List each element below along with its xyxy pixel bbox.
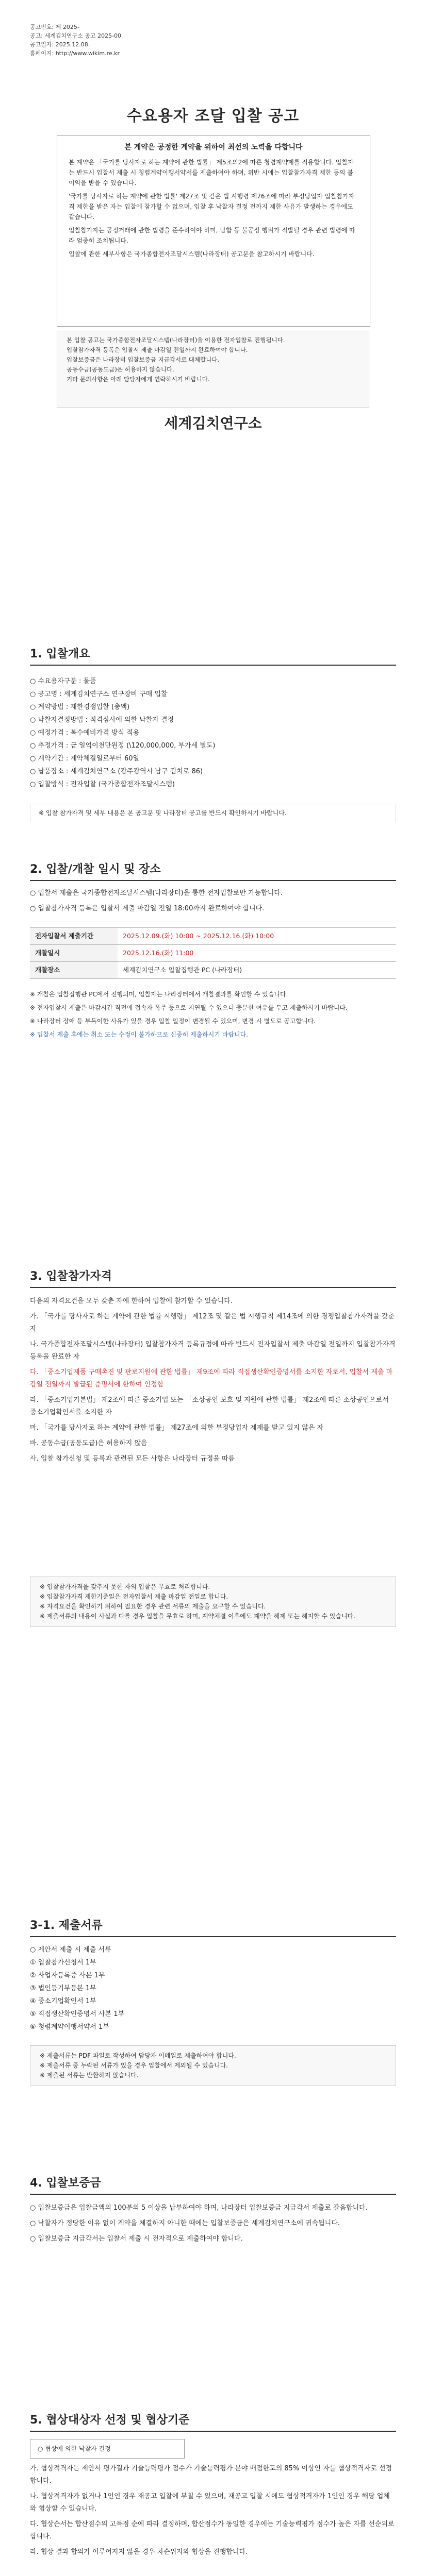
- document-item: ② 사업자등록증 사본 1부: [30, 1972, 105, 1979]
- overview-list: [30, 675, 396, 791]
- notice-paragraph: 입찰참가자는 공정거래에 관한 법령을 준수하여야 하며, 담합 등 불공정 행위가 적발될 경우 관련 법령에 따라 엄중히 조치됩니다.: [69, 227, 355, 244]
- schedule-label: 개찰일시: [30, 945, 118, 962]
- notice-paragraph: 본 계약은 「국가를 당사자로 하는 계약에 관한 법률」 제5조의2에 따른 청렴계약제를 적용합니다. 입찰자는 반드시 입찰서 제출 시 청렴계약이행서약서를 제출하여야 하며, 위반 시에는 입찰참가자격 제한 등의 불이익을 받을 수 있습니다.: [69, 159, 354, 187]
- document-item: ⑥ 청렴계약이행서약서 1부: [30, 2023, 109, 2031]
- schedule-table: [30, 927, 396, 979]
- notice-paragraph: '국가를 당사자로 하는 계약에 관한 법률' 제27조 및 같은 법 시행령 제76조에 따라 부정당업자 입찰참가자격 제한을 받은 자는 입찰에 참가할 수 없으며, 입찰 후 낙찰자 결정 전까지 제한 사유가 발생하는 경우에도 같습니다.: [69, 193, 355, 221]
- overview-row: ○ 공고명 : 세계김치연구소 연구장비 구매 입찰: [30, 690, 168, 698]
- eligibility-paragraph: 가. 「국가를 당사자로 하는 계약에 관한 법률 시행령」 제12조 및 같은 법 시행규칙 제14조에 의한 경쟁입찰참가자격을 갖춘 자: [30, 1313, 395, 1333]
- overview-row: ○ 계약기간 : 계약체결일로부터 60일: [30, 755, 140, 762]
- overview-row: ○ 수요용자구분 : 물품: [30, 677, 96, 685]
- schedule-value: 세계김치연구소 입찰집행관 PC (나라장터): [118, 962, 396, 979]
- key-line: 본 입찰 공고는 국가종합전자조달시스템(나라장터)을 이용한 전자입찰로 진행됩니다.: [67, 336, 285, 344]
- section-divider: [30, 1936, 396, 1937]
- eligibility-note: ※ 자격요건을 확인하기 위하여 필요한 경우 관련 서류의 제출을 요구할 수 있습니다.: [40, 1603, 266, 1610]
- schedule-note: ※ 입찰서 제출 후에는 취소 또는 수정이 불가하므로 신중히 제출하시기 바랍니다.: [30, 1031, 248, 1038]
- meta-line: 홈페이지: http://www.wikim.re.kr: [30, 50, 120, 57]
- table-row: [30, 945, 396, 962]
- document-item: ① 입찰참가신청서 1부: [30, 1959, 96, 1967]
- document-item: ④ 중소기업확인서 1부: [30, 1997, 96, 2005]
- schedule-note: ※ 전자입찰서 제출은 마감시간 직전에 접속자 폭주 등으로 지연될 수 있으니 충분한 여유를 두고 제출하시기 바랍니다.: [30, 1004, 348, 1011]
- deposit-body: [30, 2202, 396, 2248]
- deposit-paragraph: ○ 입찰보증금은 입찰금액의 100분의 5 이상을 납부하여야 하며, 나라장터 입찰보증금 지급각서 제출로 갈음합니다.: [30, 2204, 368, 2212]
- schedule-value: 2025.12.09.(화) 10:00 ~ 2025.12.16.(화) 10:00: [118, 928, 396, 945]
- section-title-overview: 1. 입찰개요: [30, 648, 90, 660]
- section-title-deposit: 4. 입찰보증금: [30, 2177, 101, 2190]
- notice-heading: 본 계약은 공정한 계약을 위하여 최선의 노력을 다합니다: [124, 143, 303, 151]
- negotiation-paragraph: 라. 협상 결과 합의가 이루어지지 않을 경우 차순위자와 협상을 진행합니다.: [30, 2548, 248, 2556]
- section-title-schedule: 2. 입찰/개찰 일시 및 장소: [30, 863, 161, 876]
- organization-name: 세계김치연구소: [164, 415, 262, 432]
- eligibility-paragraph: 마. 「국가를 당사자로 하는 계약에 관한 법률」 제27조에 의한 부정당업자 제재를 받고 있지 않은 자: [30, 1424, 324, 1432]
- page-title: 수요용자 조달 입찰 공고: [126, 107, 300, 125]
- documents-note: ※ 제출서류 중 누락된 서류가 있을 경우 입찰에서 제외될 수 있습니다.: [40, 2062, 228, 2069]
- notice-paragraph: 입찰에 관한 세부사항은 국가종합전자조달시스템(나라장터) 공고문을 참고하시기 바랍니다.: [69, 250, 315, 258]
- section-title-eligibility: 3. 입찰참가자격: [30, 1270, 112, 1283]
- section-divider: [30, 880, 396, 881]
- overview-row: ○ 입찰방식 : 전자입찰 (국가종합전자조달시스템): [30, 781, 175, 788]
- section-divider: [30, 2194, 396, 2195]
- negotiation-paragraph: 다. 협상순서는 합산점수의 고득점 순에 따라 결정하며, 합산점수가 동일한 경우에는 기술능력평가 점수가 높은 자를 선순위로 합니다.: [30, 2520, 395, 2540]
- deposit-paragraph: ○ 낙찰자가 정당한 이유 없이 계약을 체결하지 아니한 때에는 입찰보증금은 세계김치연구소에 귀속됩니다.: [30, 2219, 340, 2227]
- documents-note: ※ 제출된 서류는 반환하지 않습니다.: [40, 2072, 139, 2079]
- deposit-paragraph: ○ 입찰보증금 지급각서는 입찰서 제출 시 전자적으로 제출하여야 합니다.: [30, 2235, 243, 2243]
- key-info-box: [57, 331, 369, 408]
- overview-row: ○ 계약방법 : 제한경쟁입찰 (총액): [30, 703, 130, 711]
- key-line: 기타 문의사항은 아래 담당자에게 연락하시기 바랍니다.: [67, 376, 210, 383]
- schedule-value: 2025.12.16.(화) 11:00: [118, 945, 396, 962]
- schedule-intro: [30, 887, 396, 918]
- overview-row: ○ 예정가격 : 복수예비가격 방식 적용: [30, 729, 140, 737]
- integrity-notice-box: [57, 135, 370, 327]
- eligibility-paragraph: 사. 입찰 참가신청 및 등록과 관련된 모든 사항은 나라장터 규정을 따름: [30, 1455, 235, 1463]
- key-line: 입찰참가자격 등록은 입찰서 제출 마감일 전일까지 완료하여야 합니다.: [67, 346, 248, 353]
- schedule-intro-line: ○ 입찰서 제출은 국가종합전자조달시스템(나라장터)을 통한 전자입찰로만 가능합니다.: [30, 889, 283, 897]
- section-divider: [30, 665, 396, 666]
- negotiation-tag: ○ 협상에 의한 낙찰자 결정: [30, 2439, 185, 2459]
- table-row: [30, 962, 396, 979]
- eligibility-paragraph: 라. 「중소기업기본법」 제2조에 따른 중소기업 또는 「소상공인 보호 및 지원에 관한 법률」 제2조에 따른 소상공인으로서 중소기업확인서를 소지한 자: [30, 1396, 389, 1416]
- eligibility-paragraph: 나. 국가종합전자조달시스템(나라장터) 입찰참가자격 등록규정에 따라 반드시 전자입찰서 제출 마감일 전일까지 입찰참가자격 등록을 완료한 자: [30, 1341, 396, 1361]
- overview-row: ○ 낙찰자결정방법 : 적격심사에 의한 낙찰자 결정: [30, 716, 174, 724]
- section-divider: [30, 1287, 396, 1288]
- schedule-label: 전자입찰서 제출기간: [30, 928, 118, 945]
- eligibility-note: ※ 입찰참가자격을 갖추지 못한 자의 입찰은 무효로 처리합니다.: [40, 1583, 210, 1590]
- schedule-label: 개찰장소: [30, 962, 118, 979]
- eligibility-note: ※ 제출서류의 내용이 사실과 다를 경우 입찰을 무효로 하며, 계약체결 이후에도 계약을 해제 또는 해지할 수 있습니다.: [40, 1613, 355, 1620]
- schedule-note: ※ 나라장터 장애 등 부득이한 사유가 있을 경우 입찰 일정이 변경될 수 있으며, 변경 시 별도로 공고합니다.: [30, 1018, 316, 1025]
- section-title-negotiation: 5. 협상대상자 선정 및 협상기준: [30, 2414, 190, 2427]
- meta-line: 공고: 세계김치연구소 공고 2025-00: [30, 32, 122, 39]
- eligibility-note: ※ 입찰참가자격 제한기준일은 전자입찰서 제출 마감일 전일로 합니다.: [40, 1593, 228, 1600]
- documents-list: [30, 1943, 396, 2033]
- section-divider: [30, 2431, 396, 2432]
- document-item: ③ 법인등기부등본 1부: [30, 1985, 96, 1992]
- section-title-documents: 3-1. 제출서류: [30, 1919, 103, 1932]
- schedule-intro-line: ○ 입찰참가자격 등록은 입찰서 제출 마감일 전일 18:00까지 완료하여야 합니다.: [30, 905, 265, 912]
- meta-line: 공고번호: 제 2025-: [30, 24, 79, 30]
- table-row: [30, 928, 396, 945]
- negotiation-paragraph: 가. 협상적격자는 제안서 평가결과 기술능력평가 점수가 기술능력평가 분야 배점한도의 85% 이상인 자를 협상적격자로 선정합니다.: [30, 2465, 392, 2485]
- document-item: ⑤ 직접생산확인증명서 사본 1부: [30, 2010, 125, 2018]
- overview-row: ○ 납품장소 : 세계김치연구소 (광주광역시 남구 김치로 86): [30, 768, 203, 775]
- eligibility-paragraph: 다. 「중소기업제품 구매촉진 및 판로지원에 관한 법률」 제9조에 따라 직접생산확인증명서를 소지한 자로서, 입찰서 제출 마감일 전일까지 발급된 증명서에 한하여 인정함: [30, 1368, 393, 1388]
- overview-row: ○ 추정가격 : 금 일억이천만원정 (\120,000,000, 부가세 별도): [30, 742, 216, 750]
- documents-notes: [30, 2045, 396, 2086]
- eligibility-paragraph: 바. 공동수급(공동도급)은 허용하지 않음: [30, 1439, 148, 1447]
- document-item: ○ 제안서 제출 시 제출 서류: [30, 1946, 111, 1954]
- eligibility-notes: [30, 1577, 396, 1627]
- schedule-note: ※ 개찰은 입찰집행관 PC에서 진행되며, 입찰자는 나라장터에서 개찰결과를 확인할 수 있습니다.: [30, 991, 288, 998]
- negotiation-body: [30, 2463, 396, 2562]
- key-line: 공동수급(공동도급)은 허용하지 않습니다.: [67, 366, 174, 373]
- eligibility-body: [30, 1295, 396, 1468]
- documents-note: ※ 제출서류는 PDF 파일로 작성하여 담당자 이메일로 제출하여야 합니다.: [40, 2052, 236, 2059]
- schedule-notes: [30, 989, 396, 1043]
- eligibility-paragraph: 다음의 자격요건을 모두 갖춘 자에 한하여 입찰에 참가할 수 있습니다.: [30, 1297, 233, 1305]
- overview-note: ※ 입찰 참가자격 및 세부 내용은 본 공고문 및 나라장터 공고를 반드시 확인하시기 바랍니다.: [30, 804, 396, 822]
- key-line: 입찰보증금은 나라장터 입찰보증금 지급각서로 대체합니다.: [67, 356, 219, 363]
- negotiation-paragraph: 나. 협상적격자가 없거나 1인인 경우 재공고 입찰에 부칠 수 있으며, 재공고 입찰 시에도 협상적격자가 1인인 경우 해당 업체와 협상할 수 있습니다.: [30, 2493, 390, 2513]
- document-meta: [30, 23, 121, 58]
- meta-line: 공고일자: 2025.12.08.: [30, 41, 90, 48]
